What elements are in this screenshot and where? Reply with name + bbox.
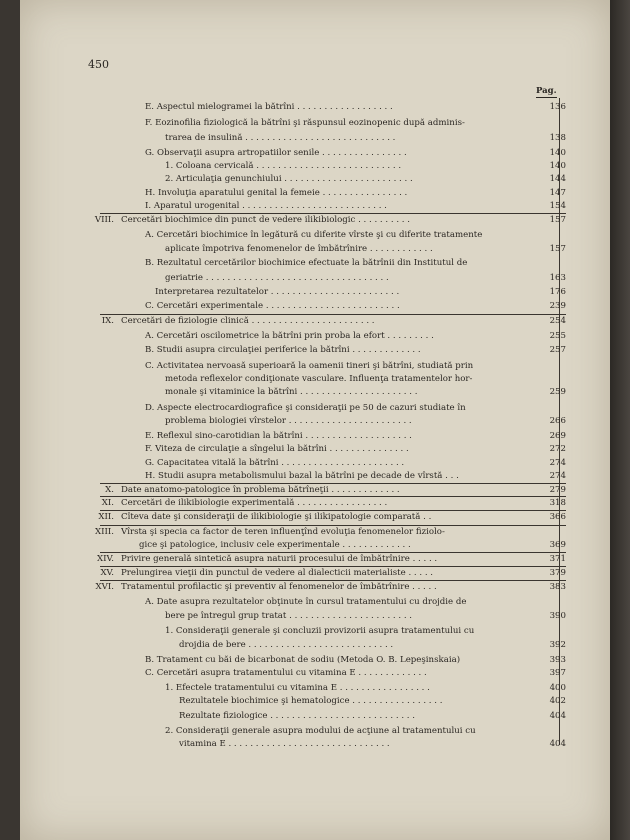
toc-page-number: 369 xyxy=(549,540,566,550)
toc-separator-rule xyxy=(100,510,566,511)
toc-page-number: 140 xyxy=(549,161,566,171)
toc-entry: C. Cercetări asupra tratamentului cu vitamina E . . . . . . . . . . . . . xyxy=(145,668,427,678)
toc-entry: Privire generală sintetică asupra naturii procesului de îmbătrînire . . . . . xyxy=(121,554,438,564)
toc-separator-rule xyxy=(100,566,566,567)
toc-entry: 2. Articulaţia genunchiului . . . . . . . . . . . . . . . . . . . . . . . . xyxy=(165,174,413,184)
book-page xyxy=(20,0,610,840)
toc-page-number: 318 xyxy=(549,498,566,508)
toc-page-number: 176 xyxy=(549,287,566,297)
toc-entry: 1. Efectele tratamentului cu vitamina E . . . . . . . . . . . . . . . . . xyxy=(165,683,430,693)
toc-entry: A. Date asupra rezultatelor obţinute în cursul tratamentului cu drojdie de xyxy=(145,597,467,607)
toc-chapter-number: IX. xyxy=(101,316,114,326)
toc-page-number: 269 xyxy=(549,431,566,441)
toc-entry: 1. Consideraţii generale şi concluzii provizorii asupra tratamentului cu xyxy=(165,626,475,636)
toc-entry: C. Cercetări experimentale . . . . . . . . . . . . . . . . . . . . . . . . . xyxy=(145,301,400,311)
toc-entry: Cîteva date şi consideraţii de ilikibiologie şi ilikipatologie comparată . . xyxy=(121,512,432,522)
toc-page-number: 239 xyxy=(549,301,566,311)
toc-entry: C. Activitatea nervoasă superioară la oamenii tineri şi bătrîni, studiată prin xyxy=(145,361,474,371)
toc-entry: 1. Coloana cervicală . . . . . . . . . . . . . . . . . . . . . . . . . . . xyxy=(165,161,402,171)
toc-page-number: 136 xyxy=(549,102,566,112)
toc-page-number: 383 xyxy=(549,582,566,592)
toc-page-number: 140 xyxy=(549,148,566,158)
toc-chapter-number: XVI. xyxy=(95,582,114,592)
toc-entry: Rezultate fiziologice . . . . . . . . . . . . . . . . . . . . . . . . . . . xyxy=(179,711,415,721)
toc-entry: geriatrie . . . . . . . . . . . . . . . . . . . . . . . . . . . . . . . . . . xyxy=(165,273,389,283)
toc-page-number: 400 xyxy=(549,683,566,693)
toc-page-number: 379 xyxy=(549,568,566,578)
toc-entry: G. Observaţii asupra artropatiilor senile . . . . . . . . . . . . . . . . xyxy=(145,148,407,158)
toc-chapter-number: XV. xyxy=(100,568,114,578)
toc-entry: H. Involuţia aparatului genital la femeie . . . . . . . . . . . . . . . . xyxy=(145,188,408,198)
toc-chapter-number: VIII. xyxy=(94,215,114,225)
toc-entry: Interpretarea rezultatelor . . . . . . . . . . . . . . . . . . . . . . . . xyxy=(155,287,400,297)
toc-page-number: 390 xyxy=(549,611,566,621)
toc-entry: Cercetări de fiziologie clinică . . . . . . . . . . . . . . . . . . . . . . . xyxy=(121,316,375,326)
toc-entry: 2. Consideraţii generale asupra modului de acţiune al tratamentului cu xyxy=(165,726,476,736)
toc-page-number: 393 xyxy=(549,655,566,665)
toc-entry: aplicate împotriva fenomenelor de îmbătrînire . . . . . . . . . . . . xyxy=(165,244,433,254)
toc-page-number: 274 xyxy=(549,471,566,481)
toc-entry: monale şi vitaminice la bătrîni . . . . . . . . . . . . . . . . . . . . . . xyxy=(165,387,418,397)
toc-page-number: 404 xyxy=(549,739,566,749)
toc-page-number: 259 xyxy=(549,387,566,397)
toc-page-number: 154 xyxy=(549,201,566,211)
toc-page-number: 157 xyxy=(549,244,566,254)
toc-entry: D. Aspecte electrocardiografice şi consideraţii pe 50 de cazuri studiate în xyxy=(145,403,466,413)
table-of-contents xyxy=(20,0,610,840)
toc-page-number: 254 xyxy=(549,316,566,326)
toc-separator-rule xyxy=(100,314,566,315)
toc-page-number: 404 xyxy=(549,711,566,721)
toc-page-number: 272 xyxy=(549,444,566,454)
toc-entry: H. Studii asupra metabolismului bazal la bătrîni pe decade de vîrstă . . . xyxy=(145,471,459,481)
toc-entry: bere pe întregul grup tratat . . . . . . . . . . . . . . . . . . . . . . . xyxy=(165,611,413,621)
toc-entry: Vîrsta şi specia ca factor de teren influenţînd evoluţia fenomenelor fiziolo- xyxy=(121,527,445,537)
toc-page-number: 279 xyxy=(549,485,566,495)
toc-chapter-number: XII. xyxy=(98,512,114,522)
toc-entry: B. Tratament cu băi de bicarbonat de sodiu (Metoda O. B. Lepeşinskaia) xyxy=(145,655,461,665)
toc-entry: B. Studii asupra circulaţiei periferice la bătrîni . . . . . . . . . . . . . xyxy=(145,345,421,355)
toc-entry: trarea de insulină . . . . . . . . . . . . . . . . . . . . . . . . . . . . xyxy=(165,133,396,143)
toc-page-number: 144 xyxy=(549,174,566,184)
toc-entry: drojdia de bere . . . . . . . . . . . . . . . . . . . . . . . . . . . xyxy=(179,640,394,650)
toc-page-number: 402 xyxy=(549,696,566,706)
toc-chapter-number: XIII. xyxy=(94,527,114,537)
toc-entry: A. Cercetări oscilometrice la bătrîni prin proba la efort . . . . . . . . . xyxy=(145,331,434,341)
toc-entry: Cercetări de ilikibiologie experimentală . . . . . . . . . . . . . . . . . xyxy=(121,498,388,508)
toc-entry: metoda reflexelor condiţionate vasculare. Influenţa tratamentelor hor- xyxy=(165,374,473,384)
toc-separator-rule xyxy=(100,213,566,214)
toc-page-number: 274 xyxy=(549,458,566,468)
toc-page-number: 163 xyxy=(549,273,566,283)
toc-chapter-number: X. xyxy=(105,485,114,495)
toc-chapter-number: XI. xyxy=(101,498,114,508)
toc-entry: gice şi patologice, inclusiv cele experimentale . . . . . . . . . . . . . xyxy=(139,540,411,550)
toc-entry: Cercetări biochimice din punct de vedere ilikibiologic . . . . . . . . . . xyxy=(121,215,410,225)
toc-separator-rule xyxy=(100,496,566,497)
toc-page-number: 257 xyxy=(549,345,566,355)
toc-separator-rule xyxy=(100,552,566,553)
page-number: 450 xyxy=(88,58,109,71)
toc-entry: Prelungirea vieţii din punctul de vedere al dialecticii materialiste . . . . . xyxy=(121,568,434,578)
toc-entry: I. Aparatul urogenital . . . . . . . . . . . . . . . . . . . . . . . . . . . xyxy=(145,201,387,211)
toc-page-number: 255 xyxy=(549,331,566,341)
toc-entry: problema biologiei vîrstelor . . . . . . . . . . . . . . . . . . . . . . . xyxy=(165,416,412,426)
toc-entry: A. Cercetări biochimice în legătură cu diferite vîrste şi cu diferite tratamente xyxy=(145,230,483,240)
toc-entry: Tratamentul profilactic şi preventiv al fenomenelor de îmbătrînire . . . . . xyxy=(121,582,437,592)
toc-separator-rule xyxy=(100,525,566,526)
toc-page-number: 266 xyxy=(549,416,566,426)
toc-separator-rule xyxy=(100,483,566,484)
toc-page-number: 147 xyxy=(549,188,566,198)
toc-entry: F. Viteza de circulaţie a sîngelui la bătrîni . . . . . . . . . . . . . . . xyxy=(145,444,409,454)
toc-page-number: 138 xyxy=(549,133,566,143)
toc-page-number: 366 xyxy=(549,512,566,522)
toc-page-number: 157 xyxy=(549,215,566,225)
toc-entry: B. Rezultatul cercetărilor biochimice efectuate la bătrînii din Institutul de xyxy=(145,258,468,268)
toc-entry: F. Eozinofilia fiziologică la bătrîni şi răspunsul eozinopenic după adminis- xyxy=(145,118,465,128)
toc-entry: Date anatomo-patologice în problema bătrîneţii . . . . . . . . . . . . . xyxy=(121,485,400,495)
toc-page-number: 392 xyxy=(549,640,566,650)
book-edge xyxy=(610,0,630,840)
toc-entry: Rezultatele biochimice şi hematologice . . . . . . . . . . . . . . . . . xyxy=(179,696,443,706)
toc-entry: E. Reflexul sino-carotidian la bătrîni . . . . . . . . . . . . . . . . . . . . xyxy=(145,431,412,441)
toc-entry: vitamina E . . . . . . . . . . . . . . . . . . . . . . . . . . . . . . xyxy=(179,739,390,749)
toc-entry: G. Capacitatea vitală la bătrîni . . . . . . . . . . . . . . . . . . . . . . . xyxy=(145,458,405,468)
toc-chapter-number: XIV. xyxy=(97,554,114,564)
toc-page-number: 397 xyxy=(549,668,566,678)
toc-page-number: 371 xyxy=(549,554,566,564)
toc-separator-rule xyxy=(100,580,566,581)
page-column-header: Pag. xyxy=(536,86,557,96)
toc-entry: E. Aspectul mielogramei la bătrîni . . . . . . . . . . . . . . . . . . xyxy=(145,102,393,112)
